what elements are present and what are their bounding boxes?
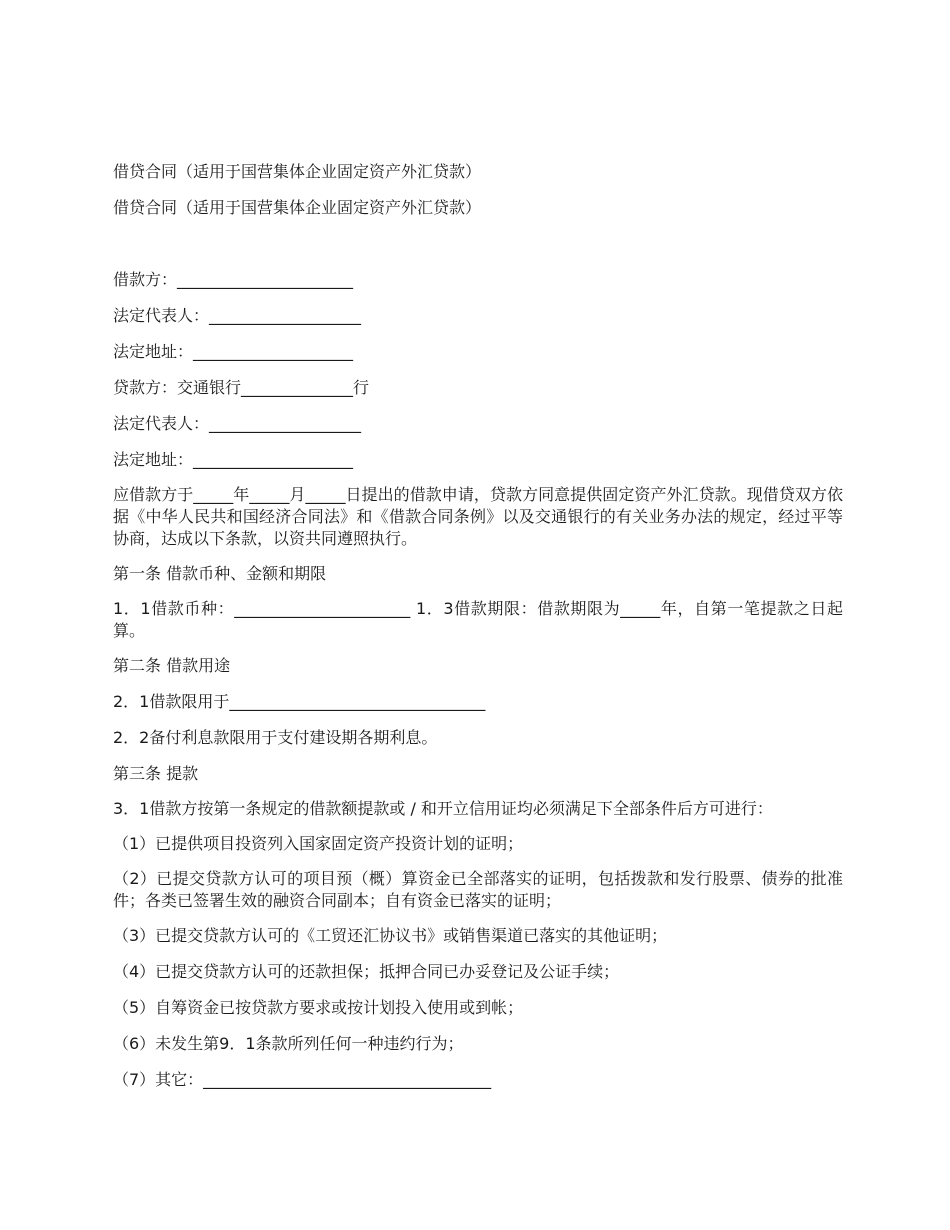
article-3-clause-1: 3．1借款方按第一条规定的借款额提款或 / 和开立信用证均必须满足下全部条件后方可进行： xyxy=(113,799,773,818)
document-subtitle: 借贷合同（适用于国营集体企业固定资产外汇贷款） xyxy=(113,198,482,217)
intro-paragraph: 应借款方于_____年_____月_____日提出的借款申请，贷款方同意提供固定资产外汇贷款。现借贷双方依据《中华人民共和国经济合同法》和《借款合同条例》以及交通银行的有关业务办法的规定，经过平等协商，达成以下条款，以资共同遵照执行。 xyxy=(113,485,843,548)
article-2-clause-2: 2．2备付利息款限用于支付建设期各期利息。 xyxy=(113,728,438,747)
condition-1: （1）已提供项目投资列入国家固定资产投资计划的证明； xyxy=(113,834,524,853)
condition-7: （7）其它：____________________________________ xyxy=(113,1070,492,1089)
document-title: 借贷合同（适用于国营集体企业固定资产外汇贷款） xyxy=(113,162,482,181)
contract-document xyxy=(113,160,843,1104)
condition-4: （4）已提交贷款方认可的还款担保；抵押合同已办妥登记及公证手续； xyxy=(113,962,620,981)
borrower-rep-line: 法定代表人：___________________ xyxy=(113,306,362,325)
condition-2: （2）已提交贷款方认可的项目预（概）算资金已全部落实的证明，包括拨款和发行股票、债券的批准件；各类已签署生效的融资合同副本；自有资金已落实的证明； xyxy=(113,869,843,910)
lender-address-line: 法定地址：____________________ xyxy=(113,450,354,469)
article-3-heading: 第三条 提款 xyxy=(113,764,199,783)
condition-5: （5）自筹资金已按贷款方要求或按计划投入使用或到帐； xyxy=(113,998,524,1017)
article-1-clause: 1．1借款币种：______________________ 1．3借款期限：借款期限为_____年，自第一笔提款之日起算。 xyxy=(113,599,843,640)
article-2-heading: 第二条 借款用途 xyxy=(113,656,231,675)
spacer xyxy=(113,232,843,268)
condition-6: （6）未发生第9．1条款所列任何一种违约行为； xyxy=(113,1034,464,1053)
article-2-clause-1: 2．1借款限用于________________________________ xyxy=(113,692,486,711)
borrower-line: 借款方：______________________ xyxy=(113,270,354,289)
lender-rep-line: 法定代表人：___________________ xyxy=(113,414,362,433)
article-1-heading: 第一条 借款币种、金额和期限 xyxy=(113,564,327,583)
borrower-address-line: 法定地址：____________________ xyxy=(113,342,354,361)
lender-line: 贷款方：交通银行______________行 xyxy=(113,378,370,397)
condition-3: （3）已提交贷款方认可的《工贸还汇协议书》或销售渠道已落实的其他证明； xyxy=(113,926,668,945)
